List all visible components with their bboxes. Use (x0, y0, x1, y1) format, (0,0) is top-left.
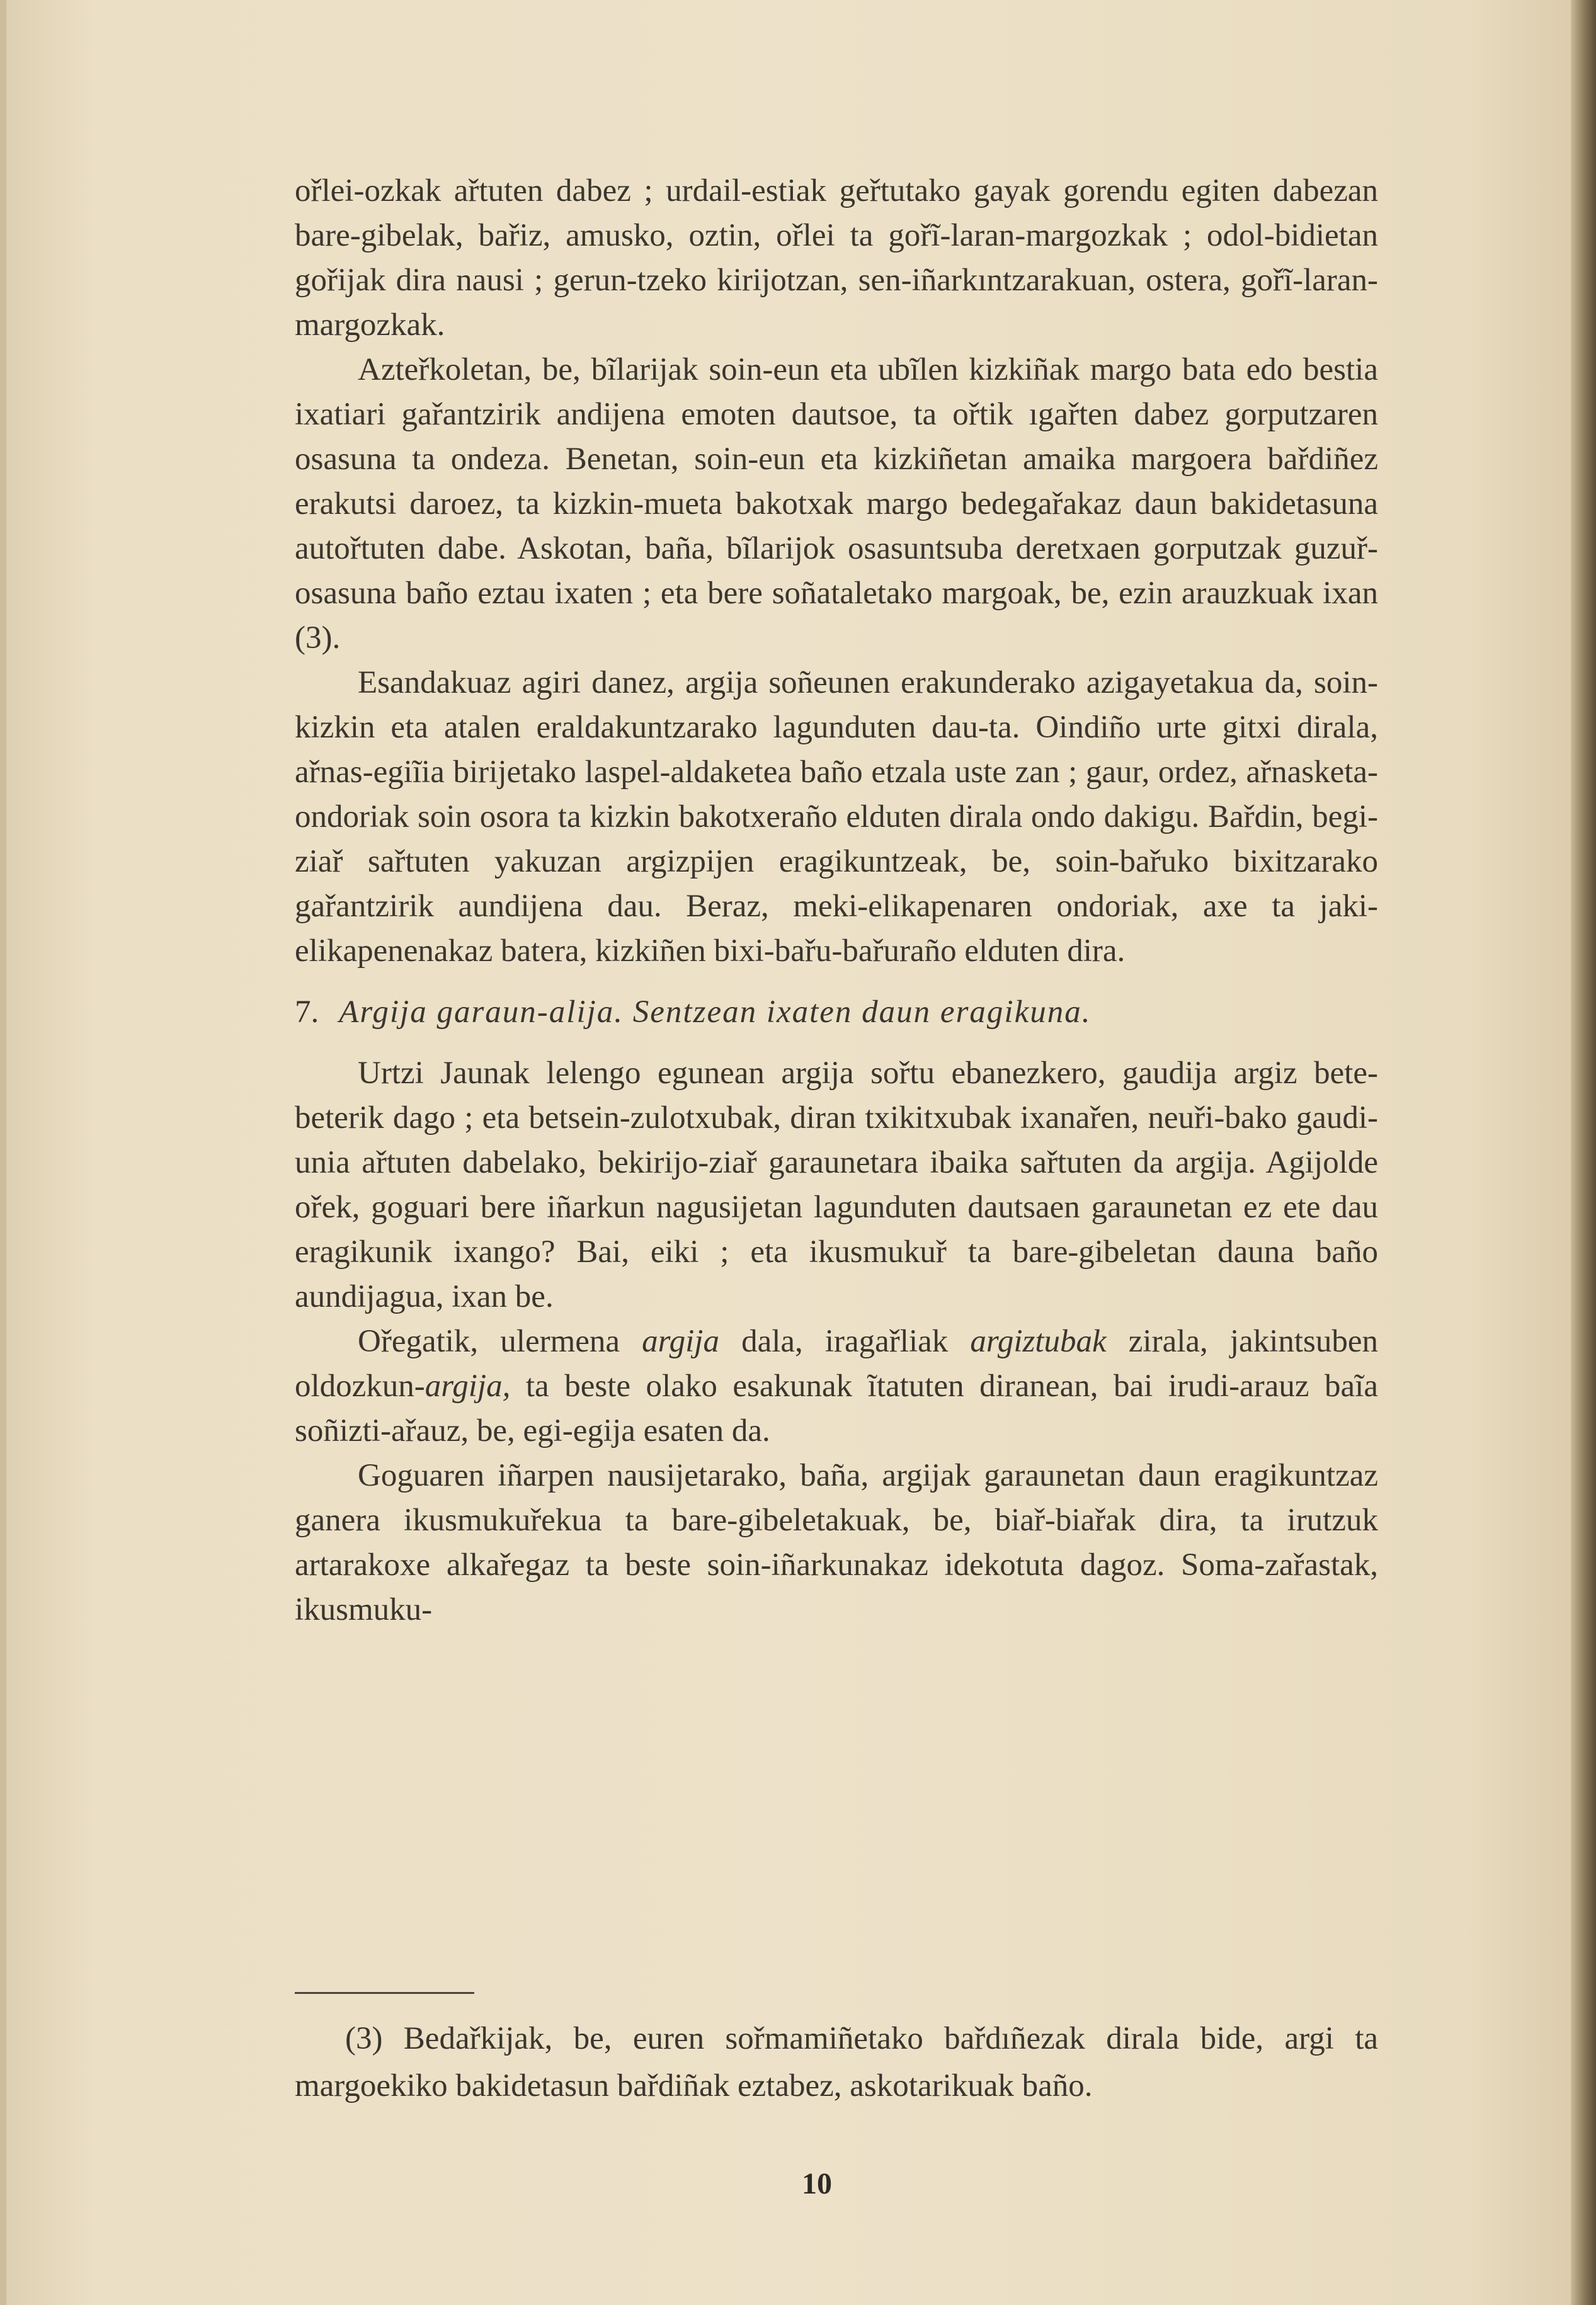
footnote-rule (295, 1992, 474, 1994)
text-run: ta beste olako esakunak ĩtatuten diranean, bai irudi-arauz baĩa soñizti-ařauz, be, egi-egija esaten da. (295, 1369, 1378, 1448)
paragraph: ořlei-ozkak ařtuten dabez ; urdail-estiak geřtutako gayak gorendu egiten dabezan bare-gibelak, bařiz, amusko, oztin, ořlei ta gořĩ-laran-margozkak ; odol-bidietan gořijak dira nausi ; gerun-tzeko kirijotzan, sen-iñarkıntzarakuan, ostera, gořĩ-laran-margozkak. (295, 173, 1378, 343)
page-right-edge (1571, 0, 1596, 2305)
italic-term: argija (642, 1324, 719, 1359)
text-run: zirala, jakintsuben oldozkun- (295, 1324, 1379, 1404)
paragraph: Esandakuaz agiri danez, argija soñeunen erakunderako azigayetakua da, soin-kizkin eta atalen eraldakuntzarako lagunduten dau-ta. Oindiño urte gitxi dirala, ařnas-egiĩia birijetako laspel-aldaketea baño etzala uste zan ; gaur, ordez, ařnasketa-ondoriak soin osora ta kizkin bakotxeraño elduten dirala ondo dakigu. Bařdin, begi-ziař sařtuten yakuzan argizpijen eragikuntzeak, be, soin-bařuko bixitzarako gařantzirik aundijena dau. Beraz, meki-elikapenaren ondoriak, axe ta jaki-elikapenenakaz batera, kizkiñen bixi-bařu-bařuraño elduten dira. (295, 665, 1378, 969)
footnote (295, 2015, 1378, 2110)
text-run: dala, iragařliak (719, 1324, 971, 1359)
paragraph: Goguaren iñarpen nausijetarako, baña, argijak garaunetan daun eragikuntzaz ganera ikusmukuřekua ta bare-gibeletakuak, be, biař-biařak dira, ta irutzuk artarakoxe alkařegaz ta beste soin-iñarkunakaz idekotuta dagoz. Soma-zařastak, ikusmuku- (295, 1458, 1378, 1627)
page-left-edge (0, 0, 6, 2305)
section-heading (295, 990, 1378, 1035)
paragraph: Urtzi Jaunak lelengo egunean argija sořtu ebanezkero, gaudija argiz bete-beterik dago ; eta betsein-zulotxubak, diran txikitxubak ixanařen, neuři-bako gaudi-unia ařtuten dabelako, bekirijo-ziař garaunetara ibaika sařtuten da argija. Agijolde ořek, goguari bere iñarkun nagusijetan lagunduten dautsaen garaunetan ez ete dau eragikunik ixango? Bai, eiki ; eta ikusmukuř ta bare-gibeletan dauna baño aundijagua, ixan be. (295, 1056, 1378, 1314)
section-title: Argija garaun-alija. Sentzean ixaten daun eragikuna. (339, 994, 1092, 1030)
body-text (295, 169, 1378, 1632)
section-number: 7. (295, 994, 319, 1030)
paragraph (295, 1319, 1378, 1454)
italic-term: argiztubak (970, 1324, 1107, 1359)
page-number: 10 (802, 2167, 832, 2200)
text-run: Ořegatik, ulermena (358, 1324, 642, 1359)
paragraph: Azteřkoletan, be, bĩlarijak soin-eun eta ubĩlen kizkiñak margo bata edo bestia ixatiari gařantzirik andijena emoten dautsoe, ta ořtik ıgařten dabez gorputzaren osasuna ta ondeza. Benetan, soin-eun eta kizkiñetan amaika margoera bařdiñez erakutsi daroez, ta kizkin-mueta bakotxak margo bedegařakaz daun bakidetasuna autořtuten dabe. Askotan, baña, bĩlarijok osasuntsuba deretxaen gorputzak guzuř-osasuna baño eztau ixaten ; eta bere soñataletako margoak, be, ezin arauzkuak ixan (3). (295, 352, 1378, 656)
footnote-text: (3) Bedařkijak, be, euren sořmamiñetako bařdıñezak dirala bide, argi ta margoekiko bakidetasun bařdiñak eztabez, askotarikuak baño. (295, 2021, 1378, 2103)
italic-term: argija, (425, 1369, 511, 1404)
